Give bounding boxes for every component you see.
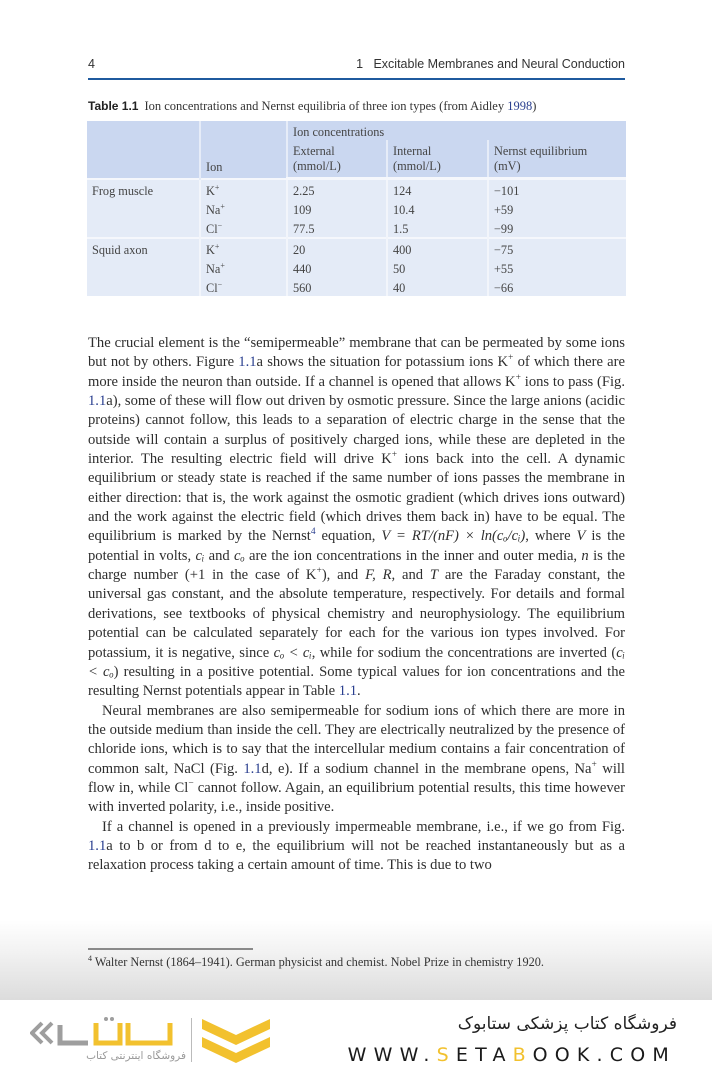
table-row [87,218,626,238]
internal-cell: 40 [387,277,488,296]
external-cell: 440 [287,258,387,277]
header-ion: Ion [200,121,287,179]
internal-cell: 400 [387,238,488,258]
table-row [87,277,626,296]
page-number: 4 [88,57,95,71]
internal-cell: 1.5 [387,218,488,238]
paragraph-1: The crucial element is the “semipermeable” membrane that can be permeated by some ions but not by others. Figure 1.1a shows the situation for potassium ions K+ of which there are more inside the neuron than outside. If a channel is opened that allows K+ ions to pass (Fig. 1.1a), some of these will flow out driven by osmotic pressure. Since the large anions (acidic proteins) cannot follow, this leads to a separation of electric charge in the sense that the outside will contain a surplus of positively charged ions, while these are depleted in the interior. The resulting electric field will drive K+ ions back into the cell. A dynamic equilibrium or steady state is reached if the same number of ions passes the membrane in either direction: that is, the work against the osmotic gradient (which drives ions outward) and the work against the electric field (which drives them back in) have to be equal. The equilibrium is marked by the Nernst$^4$ equation, V = RT/(nF) × ln(cₒ/cᵢ), where V is the potential in volts, cᵢ and cₒ are the ion concentrations in the inner and outer media, n is the charge number (+1 in the case of K+), and F, R, and T are the Faraday constant, the universal gas constant, and the absolute temperature, respectively. For details and formal derivations, see textbooks of physical chemistry and neurophysiology. The equilibrium potential can be calculated separately for each for the various ion types involved. For potassium, it is negative, since cₒ < cᵢ, while for sodium the concentrations are inverted (cᵢ < cₒ) resulting in a positive potential. Some typical values for ion concentrations and the resulting Nernst potentials appear in Table 1.1. [88,335,625,700]
internal-cell: 124 [387,179,488,200]
header-nernst: Nernst equilibrium [488,140,626,159]
chevron-logo-icon [200,1015,272,1063]
internal-cell: 50 [387,258,488,277]
table-row [87,258,626,277]
external-cell: 77.5 [287,218,387,238]
footnote-marker: 4 [88,954,92,963]
figure-link[interactable]: 1.1 [88,837,107,854]
ion-cell: Na+ [200,258,287,277]
citation-link[interactable]: 1998 [507,99,533,113]
header-external: External [287,140,387,159]
ion-cell: K+ [200,238,287,258]
tissue-frog-muscle: Frog muscle [87,179,200,200]
chapter-title: 1 Excitable Membranes and Neural Conduction [356,57,625,71]
external-cell: 560 [287,277,387,296]
table-row [87,179,626,200]
figure-link[interactable]: 1.1 [238,354,257,371]
external-cell: 2.25 [287,179,387,200]
footnote [88,954,628,970]
tissue-squid-axon: Squid axon [87,238,200,258]
external-cell: 109 [287,199,387,218]
caption-text: Ion concentrations and Nernst equilibria of three ion types (from Aidley [144,99,508,113]
ion-cell: Cl− [200,277,287,296]
header-internal: Internal [387,140,488,159]
header-internal-unit: (mmol/L) [387,159,488,179]
nernst-cell: −66 [488,277,626,296]
tissue-blank [87,258,200,277]
ion-concentration-table [87,121,626,296]
store-url[interactable]: WWW.SETABOOK.COM [347,1044,676,1066]
header-ion-concentrations: Ion concentrations [287,121,488,140]
header-nernst-blank [488,121,626,140]
setabook-wordmark-icon [30,1017,180,1049]
header-rule [88,78,625,80]
table-link[interactable]: 1.1 [338,683,358,700]
nernst-equation: V = RT/(nF) × ln(cₒ/cᵢ) [381,528,526,545]
footnote-text: Walter Nernst (1864–1941). German physicist and chemist. Nobel Prize in chemistry 1920. [92,955,544,969]
logo-subtitle: فروشگاه اینترنتی کتاب [86,1050,186,1062]
watermark-banner [0,1000,712,1079]
footnote-rule [88,948,253,950]
body-text [88,334,625,876]
figure-link[interactable]: 1.1 [88,393,107,410]
header-external-unit: (mmol/L) [287,159,387,179]
tissue-blank [87,277,200,296]
tissue-blank [87,218,200,238]
figure-link[interactable]: 1.1 [243,760,262,777]
ion-cell: Cl− [200,218,287,238]
nernst-cell: −75 [488,238,626,258]
header-empty-cell [87,121,200,179]
tissue-blank [87,199,200,218]
table-caption [88,99,628,114]
external-cell: 20 [287,238,387,258]
nernst-cell: −101 [488,179,626,200]
ion-cell: Na+ [200,199,287,218]
internal-cell: 10.4 [387,199,488,218]
header-nernst-unit: (mV) [488,159,626,179]
ion-cell: K+ [200,179,287,200]
table-label: Table 1.1 [88,99,139,113]
footnote-link[interactable]: 4 [310,527,316,538]
store-name: فروشگاه کتاب پزشکی ستابوک [457,1014,677,1034]
table-row [87,199,626,218]
caption-close: ) [532,99,537,113]
logo-divider [191,1018,192,1062]
paragraph-3: If a channel is opened in a previously impermeable membrane, i.e., if we go from Fig. 1.1a to b or from d to e, the equilibrium will not be reached instantaneously but as a relaxation process taking a certain amount of time. This is due to two [88,818,625,874]
running-header [88,57,625,75]
nernst-cell: +59 [488,199,626,218]
nernst-cell: −99 [488,218,626,238]
table-row [87,238,626,258]
paragraph-2: Neural membranes are also semipermeable for sodium ions of which there are more in the outside medium than inside the cell. They are electrically neutralized by the presence of chloride ions, which is to say that the intercellular medium contains a fair concentration of common salt, NaCl (Fig. 1.1d, e). If a sodium channel in the membrane opens, Na+ will flow in, while Cl− cannot follow. Again, an equilibrium potential results, this time however with inverted polarity, i.e., inside positive. [88,702,625,816]
nernst-cell: +55 [488,258,626,277]
